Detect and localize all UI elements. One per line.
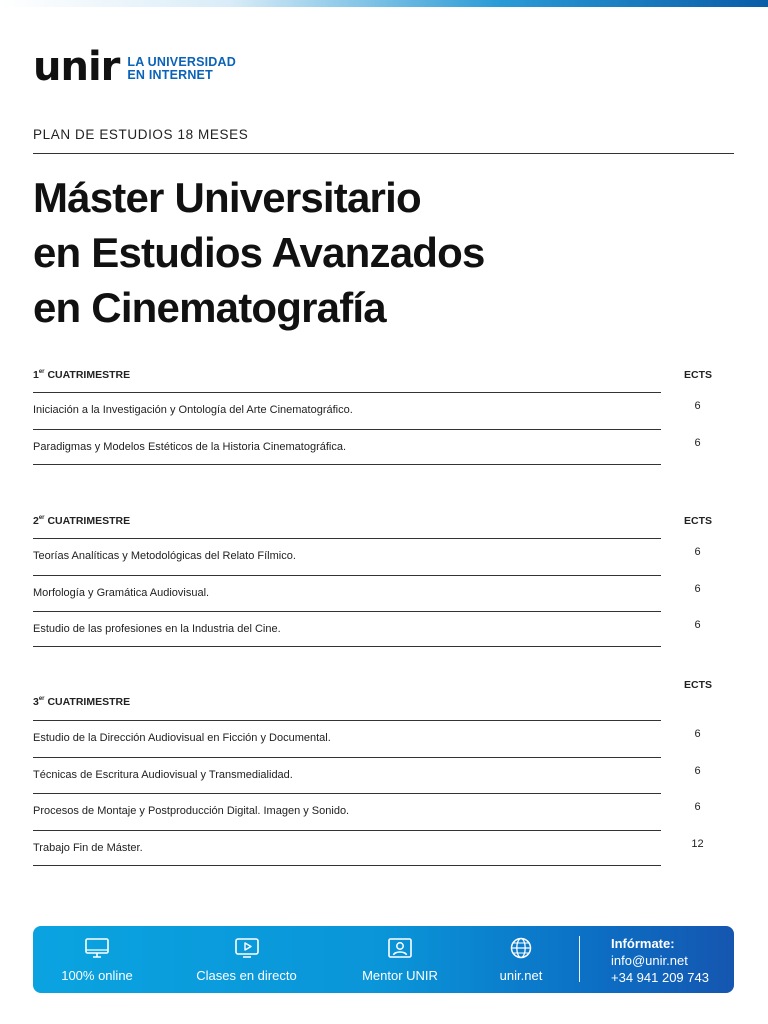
- course-ects: 6: [694, 765, 701, 777]
- course-name: Morfología y Gramática Audiovisual.: [33, 587, 210, 599]
- course-name: Técnicas de Escritura Audiovisual y Transmedialidad.: [33, 769, 293, 781]
- course-name: Trabajo Fin de Máster.: [33, 842, 143, 854]
- contact-heading: Infórmate:: [611, 936, 675, 951]
- ects-header: ECTS: [684, 369, 713, 381]
- semester-label: 3er CUATRIMESTRE: [33, 696, 131, 708]
- table-row: [33, 392, 701, 428]
- course-ects: 6: [694, 437, 701, 449]
- table-row: [33, 611, 701, 647]
- feature-label: Mentor UNIR: [362, 968, 438, 983]
- title-line-3: en Cinematografía: [33, 284, 386, 331]
- feature-online: [57, 926, 137, 993]
- ects-header: ECTS: [684, 679, 713, 691]
- course-ects: 12: [691, 838, 704, 850]
- plan-label: PLAN DE ESTUDIOS 18 MESES: [33, 127, 249, 142]
- feature-website[interactable]: [495, 926, 547, 993]
- contact-banner: [33, 926, 734, 993]
- feature-mentor: [358, 926, 442, 993]
- website-link[interactable]: unir.net: [499, 968, 543, 983]
- feature-label: 100% online: [61, 968, 133, 983]
- feature-live-classes: [195, 926, 298, 993]
- monitor-icon: [84, 937, 110, 959]
- table-row: [33, 429, 701, 465]
- course-name: Teorías Analíticas y Metodológicas del Relato Fílmico.: [33, 550, 296, 562]
- play-screen-icon: [234, 937, 260, 959]
- semester-label: 1er CUATRIMESTRE: [33, 369, 131, 381]
- table-row: [33, 538, 701, 574]
- course-name: Estudio de las profesiones en la Industria del Cine.: [33, 623, 281, 635]
- course-name: Iniciación a la Investigación y Ontología del Arte Cinematográfico.: [33, 404, 353, 416]
- top-gradient-bar: [0, 0, 768, 7]
- contact-phone[interactable]: +34 941 209 743: [611, 970, 709, 985]
- globe-icon: [508, 937, 534, 959]
- plan-divider: [33, 153, 734, 154]
- logo-tagline: [127, 52, 236, 82]
- page-title: [33, 170, 733, 335]
- semester-label: 2er CUATRIMESTRE: [33, 515, 131, 527]
- title-line-1: Máster Universitario: [33, 174, 421, 221]
- table-row: [33, 720, 701, 756]
- tagline-line-1: LA UNIVERSIDAD: [127, 55, 236, 69]
- course-name: Procesos de Montaje y Postproducción Digital. Imagen y Sonido.: [33, 805, 350, 817]
- table-row: [33, 830, 704, 866]
- contact-email[interactable]: info@unir.net: [611, 953, 688, 968]
- mentor-icon: [387, 937, 413, 959]
- course-ects: 6: [694, 801, 701, 813]
- unir-logo[interactable]: [33, 44, 236, 90]
- contact-info: [611, 935, 709, 986]
- table-row: [33, 575, 701, 611]
- course-ects: 6: [694, 728, 701, 740]
- table-row: [33, 793, 701, 829]
- course-ects: 6: [694, 546, 701, 558]
- feature-label: Clases en directo: [196, 968, 297, 983]
- course-ects: 6: [694, 583, 701, 595]
- footer-divider: [579, 936, 580, 982]
- title-line-2: en Estudios Avanzados: [33, 229, 485, 276]
- table-row: [33, 757, 701, 793]
- course-ects: 6: [694, 619, 701, 631]
- course-ects: 6: [694, 400, 701, 412]
- course-name: Paradigmas y Modelos Estéticos de la Historia Cinematográfica.: [33, 441, 347, 453]
- logo-wordmark: unir: [33, 44, 120, 90]
- tagline-line-2: EN INTERNET: [127, 68, 213, 82]
- ects-header: ECTS: [684, 515, 713, 527]
- course-name: Estudio de la Dirección Audiovisual en Ficción y Documental.: [33, 732, 331, 744]
